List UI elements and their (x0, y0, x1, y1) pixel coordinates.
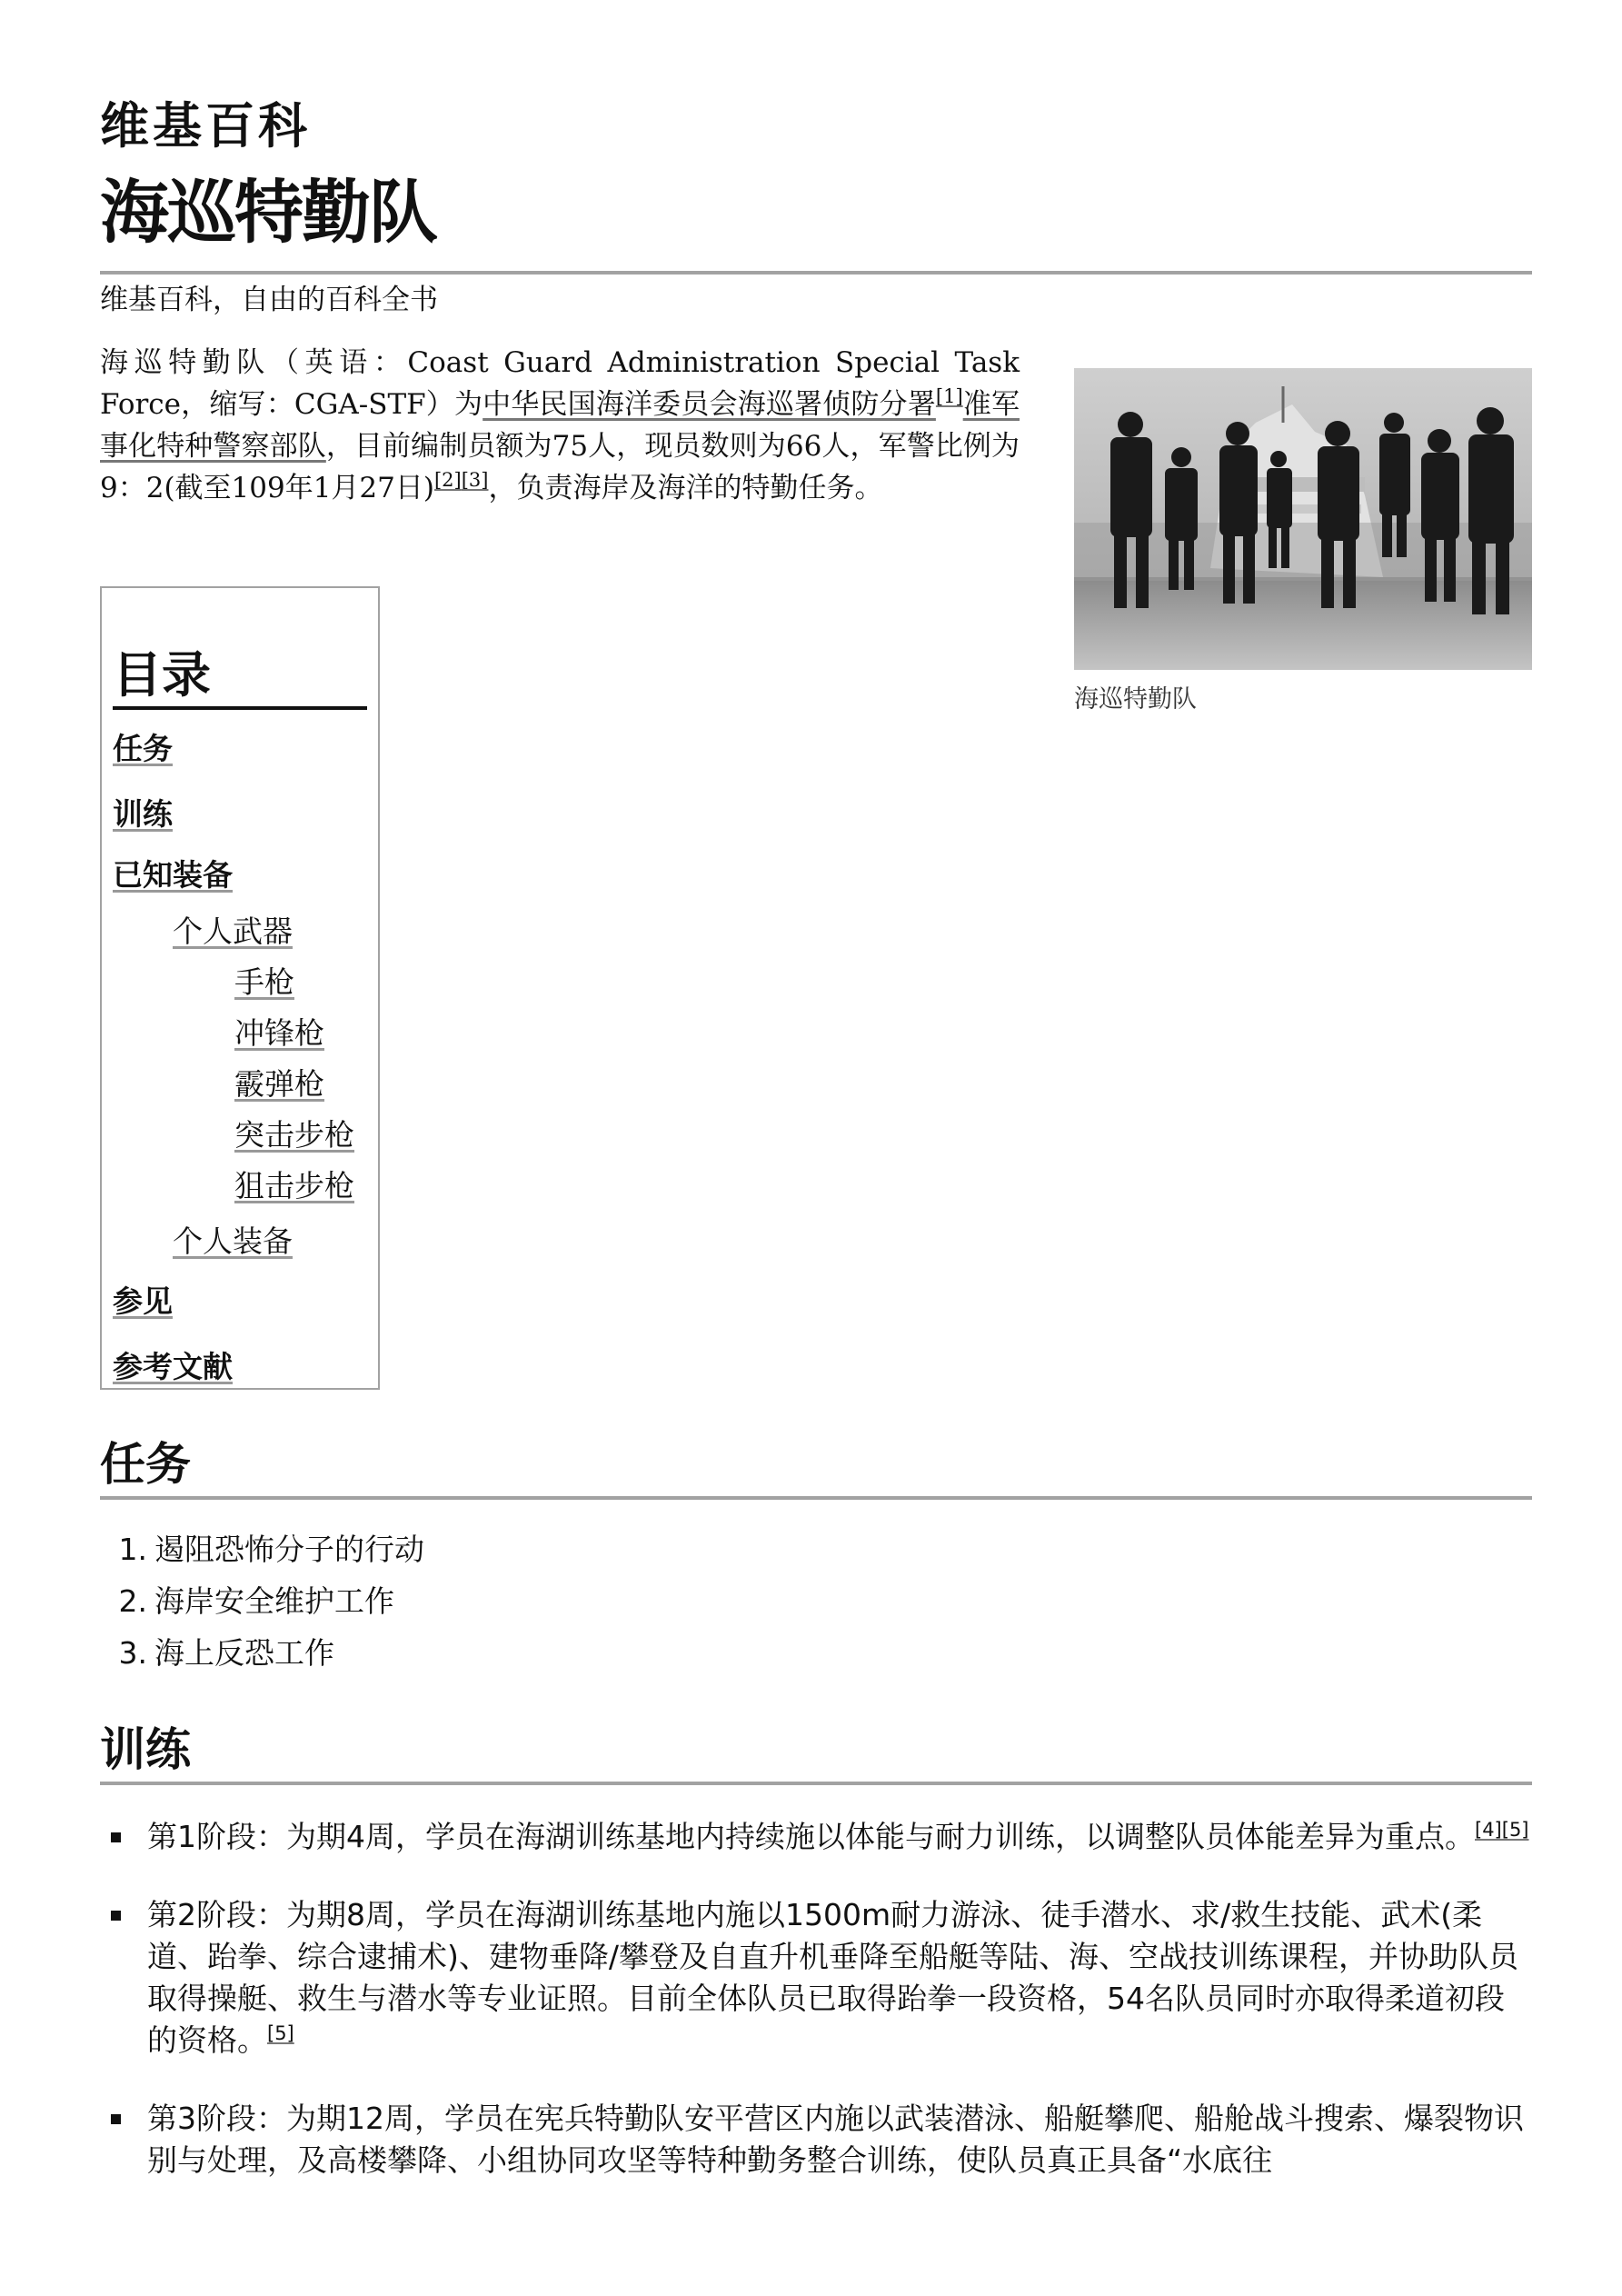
team-photo[interactable] (1074, 368, 1532, 670)
toc-item-rifle (113, 1110, 367, 1161)
toc-item-pistol (113, 957, 367, 1008)
training-list (100, 1816, 1532, 2218)
figure-caption: 海巡特勤队 (1074, 685, 1197, 714)
bullet-icon (111, 1832, 121, 1842)
link-ocac-investigation[interactable]: 中华民国海洋委员会海巡署侦防分署 (483, 388, 936, 421)
toc-item-sniper (113, 1161, 367, 1212)
toc-link-rifle[interactable]: 突击步枪 (234, 1117, 354, 1153)
ref-2[interactable] (434, 469, 462, 491)
toc-link-training[interactable]: 训练 (113, 796, 173, 832)
intro-text-1: 海巡特勤队（英语：Coast Guard Administration Special Task Force，缩写：CGA-STF）为 (100, 346, 1020, 421)
toc-link-pistol[interactable]: 手枪 (234, 964, 294, 1000)
toc-link-weapons[interactable]: 个人武器 (173, 913, 293, 949)
ref-4-5[interactable]: [4][5] (1475, 1819, 1529, 1841)
title-divider (100, 271, 1532, 275)
intro-text-2: ，目前编制员额为75人，现员数则为66人，军警比例为9：2(截至109年1月27日) (100, 430, 1020, 504)
link-paramilitary-police[interactable]: 准军事化特种警察部队 (100, 388, 1020, 463)
tagline: 维基百科，自由的百科全书 (100, 284, 438, 316)
list-item: 1. 遏阻恐怖分子的行动 (118, 1532, 424, 1567)
toc-item-gear (113, 1212, 367, 1272)
intro-paragraph (100, 342, 1020, 509)
toc-link-see-also[interactable]: 参见 (113, 1283, 173, 1319)
toc-item-shotgun (113, 1059, 367, 1110)
toc-list (113, 719, 367, 1403)
toc-link-references[interactable]: 参考文献 (113, 1349, 233, 1384)
page-title: 海巡特勤队 (100, 172, 436, 253)
table-of-contents (100, 586, 380, 1390)
toc-item-equipment (113, 850, 367, 906)
section-heading-mission: 任务 (100, 1433, 1532, 1500)
toc-item-references (113, 1337, 367, 1403)
intro-text-3: ，负责海岸及海洋的特勤任务。 (488, 472, 883, 504)
list-item: 3. 海上反恐工作 (118, 1635, 334, 1671)
toc-link-mission[interactable]: 任务 (113, 731, 173, 766)
infobox-figure (1074, 368, 1532, 714)
toc-link-smg[interactable]: 冲锋枪 (234, 1015, 324, 1051)
ref-1-link[interactable]: [1] (935, 385, 963, 407)
list-item: 第1阶段：为期4周，学员在海湖训练基地内持续施以体能与耐力训练，以调整队员体能差异为重点。[4][5] (100, 1816, 1532, 1858)
toc-link-equipment[interactable]: 已知装备 (113, 857, 233, 893)
toc-link-shotgun[interactable]: 霰弹枪 (234, 1066, 324, 1102)
mission-list (100, 1523, 424, 1679)
ref-3-link[interactable]: [3] (461, 469, 489, 491)
toc-title: 目录 (113, 644, 367, 710)
toc-item-smg (113, 1008, 367, 1059)
toc-link-sniper[interactable]: 狙击步枪 (234, 1168, 354, 1203)
list-item: 2. 海岸安全维护工作 (118, 1583, 394, 1619)
toc-link-gear[interactable]: 个人装备 (173, 1223, 293, 1259)
list-item: 第3阶段：为期12周，学员在宪兵特勤队安平营区内施以武装潜泳、船艇攀爬、船舱战斗搜索、爆裂物识别与处理，及高楼攀降、小组协同攻坚等特种勤务整合训练，使队员真正具备“水底往 (100, 2098, 1532, 2181)
toc-item-mission (113, 719, 367, 784)
toc-item-weapons (113, 906, 367, 957)
bullet-icon (111, 1911, 121, 1921)
ref-5[interactable]: [5] (267, 2022, 294, 2044)
section-heading-training: 训练 (100, 1718, 1532, 1785)
ref-2-link[interactable]: [2] (433, 469, 462, 491)
ref-1[interactable] (936, 385, 963, 407)
list-item: 第2阶段：为期8周，学员在海湖训练基地内施以1500m耐力游泳、徒手潜水、求/救生技能、武术(柔道、跆拳、综合逮捕术)、建物垂降/攀登及自直升机垂降至船艇等陆、海、空战技训练课程，并协助队员取得操艇、救生与潜水等专业证照。目前全体队员已取得跆拳一段资格，54名队员同时亦取得柔道初段的资格。[5] (100, 1894, 1532, 2061)
ref-3[interactable] (462, 469, 489, 491)
toc-item-see-also (113, 1272, 367, 1337)
site-title: 维基百科 (100, 96, 311, 155)
toc-item-training (113, 784, 367, 850)
bullet-icon (111, 2114, 121, 2124)
